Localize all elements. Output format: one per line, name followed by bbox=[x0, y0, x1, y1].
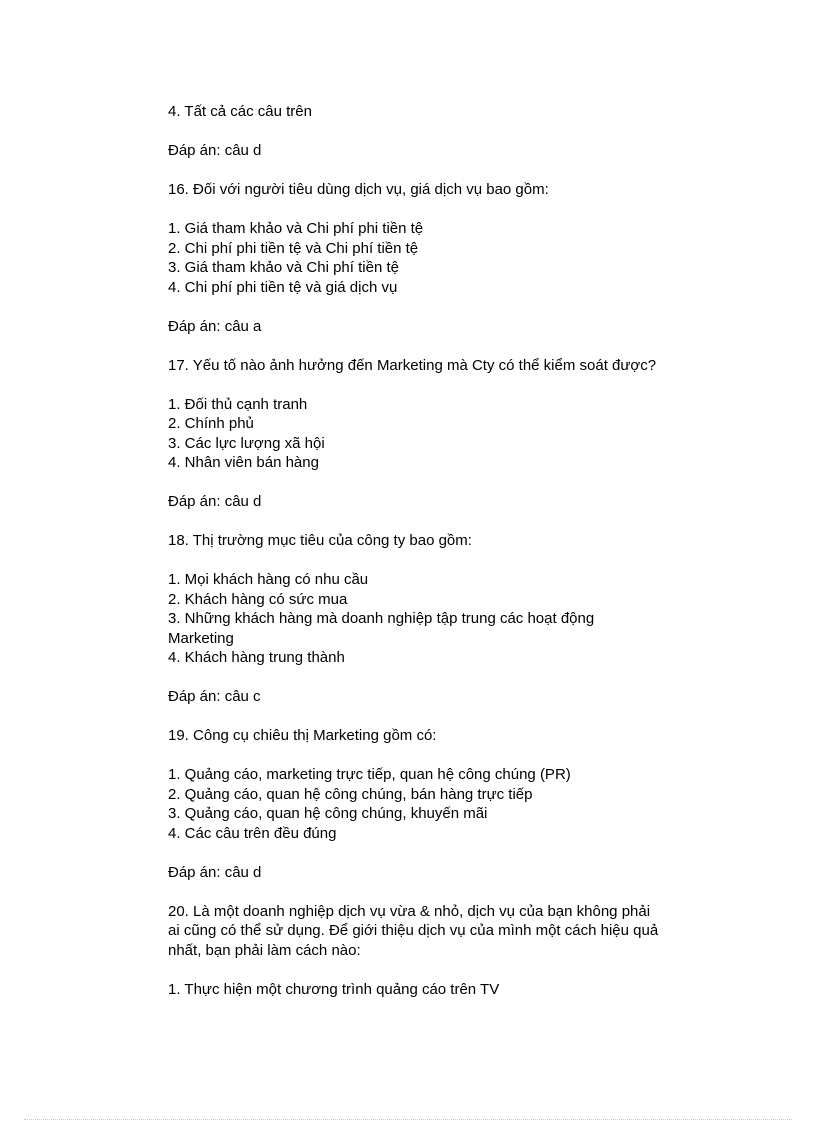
blank-line bbox=[168, 297, 728, 317]
text-line: 3. Quảng cáo, quan hệ công chúng, khuyến mãi bbox=[168, 805, 488, 822]
blank-line bbox=[168, 122, 728, 142]
text-line: 1. Mọi khách hàng có nhu cầu bbox=[168, 571, 369, 588]
text-line: Đáp án: câu a bbox=[168, 317, 262, 335]
text-line: 4. Chi phí phi tiền tệ và giá dịch vụ bbox=[168, 278, 398, 296]
text-line: 1. Thực hiện một chương trình quảng cáo trên TV bbox=[168, 980, 500, 998]
blank-line bbox=[168, 336, 728, 356]
blank-line bbox=[168, 473, 728, 493]
text-line: 3. Giá tham khảo và Chi phí tiền tệ bbox=[168, 259, 399, 276]
text-line: 1. Quảng cáo, marketing trực tiếp, quan hệ công chúng (PR) bbox=[168, 766, 571, 783]
text-line: 3. Những khách hàng mà doanh nghiệp tập trung các hoạt động bbox=[168, 610, 595, 627]
blank-line bbox=[168, 200, 728, 220]
blank-line bbox=[168, 960, 728, 980]
text-line: ai cũng có thể sử dụng. Để giới thiệu dịch vụ của mình một cách hiệu quả bbox=[168, 922, 659, 939]
blank-line bbox=[168, 843, 728, 863]
text-line: 20. Là một doanh nghiệp dịch vụ vừa & nhỏ, dịch vụ của bạn không phải bbox=[168, 902, 651, 920]
text-line: 2. Chi phí phi tiền tệ và Chi phí tiền tệ bbox=[168, 239, 419, 257]
text-line: 19. Công cụ chiêu thị Marketing gồm có: bbox=[168, 727, 437, 744]
text-line: Marketing bbox=[168, 629, 234, 647]
text-line: 2. Chính phủ bbox=[168, 415, 254, 432]
blank-line bbox=[168, 746, 728, 766]
blank-line bbox=[168, 882, 728, 902]
text-line: nhất, bạn phải làm cách nào: bbox=[168, 941, 361, 959]
text-line: 16. Đối với người tiêu dùng dịch vụ, giá dịch vụ bao gồm: bbox=[168, 181, 549, 198]
blank-line bbox=[168, 375, 728, 395]
text-line: 18. Thị trường mục tiêu của công ty bao gồm: bbox=[168, 532, 472, 549]
blank-line bbox=[168, 668, 728, 688]
text-line: 4. Khách hàng trung thành bbox=[168, 649, 345, 666]
text-line: 1. Giá tham khảo và Chi phí phi tiền tệ bbox=[168, 220, 424, 237]
text-line: 4. Nhân viên bán hàng bbox=[168, 454, 319, 471]
text-line: 2. Khách hàng có sức mua bbox=[168, 590, 348, 608]
document-page bbox=[168, 102, 728, 999]
text-line: Đáp án: câu d bbox=[168, 863, 262, 881]
text-line: Đáp án: câu c bbox=[168, 688, 261, 705]
blank-line bbox=[168, 161, 728, 181]
text-line: 2. Quảng cáo, quan hệ công chúng, bán hàng trực tiếp bbox=[168, 785, 533, 803]
text-line: 4. Tất cả các câu trên bbox=[168, 103, 312, 120]
blank-line bbox=[168, 707, 728, 727]
text-line: 4. Các câu trên đều đúng bbox=[168, 824, 337, 842]
text-line: 3. Các lực lượng xã hội bbox=[168, 434, 325, 452]
text-line: 1. Đối thủ cạnh tranh bbox=[168, 395, 308, 413]
page-bottom-rule bbox=[24, 1119, 792, 1120]
text-line: Đáp án: câu d bbox=[168, 142, 262, 159]
blank-line bbox=[168, 551, 728, 571]
text-line: Đáp án: câu d bbox=[168, 493, 262, 510]
text-line: 17. Yếu tố nào ảnh hưởng đến Marketing mà Cty có thể kiểm soát được? bbox=[168, 356, 657, 374]
blank-line bbox=[168, 512, 728, 532]
